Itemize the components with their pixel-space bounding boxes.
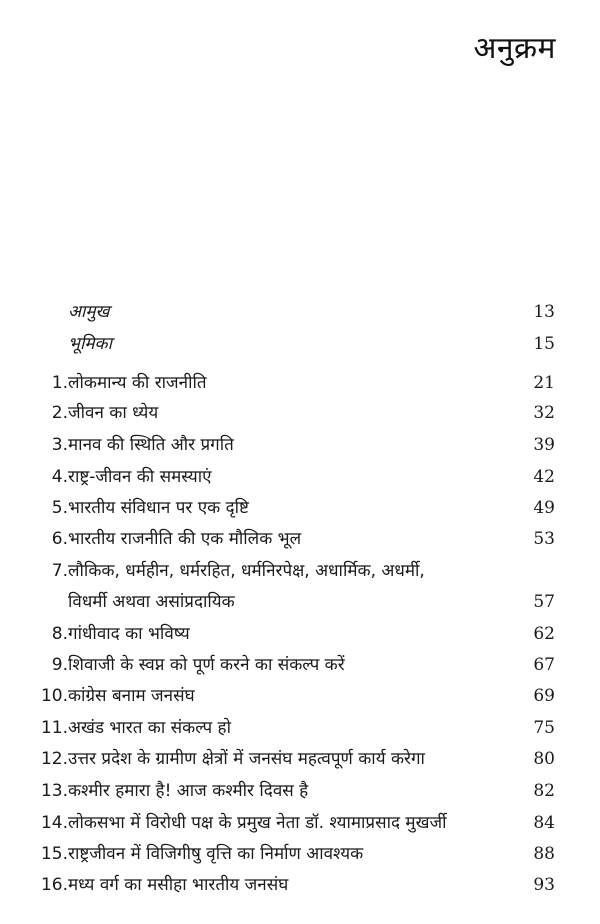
toc-entry-page: 32 — [533, 403, 555, 423]
toc-entry-title: राष्ट्रजीवन में विजिगीषु वृत्ति का निर्माण आवश्यक — [68, 844, 364, 864]
toc-entry-number: 13. — [40, 781, 68, 801]
toc-entry-page: 84 — [533, 813, 555, 833]
toc-entry-title: राष्ट्र-जीवन की समस्याएं — [68, 467, 212, 487]
toc-entry-page: 88 — [533, 844, 555, 864]
toc-entry-page: 53 — [533, 529, 555, 549]
toc-entry-number: 11. — [40, 718, 68, 738]
toc-entry — [0, 430, 600, 460]
toc-entry-page: 67 — [533, 655, 555, 675]
toc-entry-number: 9. — [51, 655, 68, 675]
toc-entry-number: 10. — [40, 686, 68, 706]
toc-entry-number: 15. — [40, 844, 68, 864]
toc-entry-page: 93 — [533, 875, 555, 895]
toc-entry-page: 80 — [533, 749, 555, 769]
toc-entry-title: भारतीय संविधान पर एक दृष्टि — [68, 498, 249, 518]
toc-entry — [0, 870, 600, 900]
toc-entry-page: 13 — [533, 302, 555, 322]
toc-entry — [0, 681, 600, 711]
toc-entry-number: 8. — [51, 624, 68, 644]
toc-entry-title: भूमिका — [68, 334, 112, 354]
toc-entry-page: 15 — [533, 334, 555, 354]
toc-entry-number: 6. — [51, 529, 68, 549]
toc-entry-number: 3. — [51, 435, 68, 455]
toc-entry-title-continuation: विधर्मी अथवा असांप्रदायिक — [68, 592, 235, 612]
toc-entry-number: 4. — [51, 467, 68, 487]
toc-entry-page: 62 — [533, 624, 555, 644]
toc-entry-title: जीवन का ध्येय — [68, 403, 159, 423]
toc-entry-page: 42 — [533, 467, 555, 487]
toc-entry-title: गांधीवाद का भविष्य — [68, 624, 190, 644]
toc-entry — [0, 839, 600, 869]
toc-entry-title: लोकसभा में विरोधी पक्ष के प्रमुख नेता डॉ. श्यामाप्रसाद मुखर्जी — [68, 813, 447, 833]
toc-entry-title: मध्य वर्ग का मसीहा भारतीय जनसंघ — [68, 875, 289, 895]
toc-entry-title: भारतीय राजनीति की एक मौलिक भूल — [68, 529, 302, 549]
toc-entry-number: 7. — [51, 561, 68, 581]
toc-entry — [0, 462, 600, 492]
toc-entry-number: 16. — [40, 875, 68, 895]
toc-entry-page: 49 — [533, 498, 555, 518]
toc-entry-title: शिवाजी के स्वप्न को पूर्ण करने का संकल्प करें — [68, 655, 345, 675]
toc-entry-title: मानव की स्थिति और प्रगति — [68, 435, 234, 455]
toc-entry-preface — [0, 329, 600, 359]
toc-entry-title: लोकमान्य की राजनीति — [68, 373, 207, 393]
toc-entry-page: 21 — [533, 373, 555, 393]
toc-entry — [0, 650, 600, 680]
toc-entry-page: 57 — [533, 592, 555, 612]
toc-entry — [0, 398, 600, 428]
toc-entry — [0, 493, 600, 523]
toc-entry-foreword — [0, 297, 600, 327]
toc-entry-page: 75 — [533, 718, 555, 738]
toc-entry — [0, 713, 600, 743]
toc-entry — [0, 776, 600, 806]
toc-entry-page: 69 — [533, 686, 555, 706]
toc-entry-title: अखंड भारत का संकल्प हो — [68, 718, 231, 738]
toc-entry-title: लौकिक, धर्महीन, धर्मरहित, धर्मनिरपेक्ष, अधार्मिक, अधर्मी, — [68, 561, 425, 581]
toc-entry-title: आमुख — [68, 302, 110, 322]
toc-entry-title: कश्मीर हमारा है! आज कश्मीर दिवस है — [68, 781, 309, 801]
toc-entry-page: 39 — [533, 435, 555, 455]
toc-entry-continuation — [0, 587, 600, 617]
toc-entry-number: 14. — [40, 813, 68, 833]
toc-entry-title: उत्तर प्रदेश के ग्रामीण क्षेत्रों में जनसंघ महत्वपूर्ण कार्य करेगा — [68, 749, 425, 769]
toc-entry-number: 5. — [51, 498, 68, 518]
toc-entry-title: कांग्रेस बनाम जनसंघ — [68, 686, 195, 706]
toc-entry — [0, 619, 600, 649]
toc-entry-number: 12. — [40, 749, 68, 769]
toc-entry — [0, 744, 600, 774]
toc-entry-number: 1. — [51, 373, 68, 393]
toc-entry — [0, 808, 600, 838]
toc-entry — [0, 368, 600, 398]
page-title: अनुक्रम — [473, 31, 556, 66]
toc-entry-number: 2. — [51, 403, 68, 423]
toc-entry — [0, 556, 600, 586]
toc-entry — [0, 524, 600, 554]
toc-entry-page: 82 — [533, 781, 555, 801]
